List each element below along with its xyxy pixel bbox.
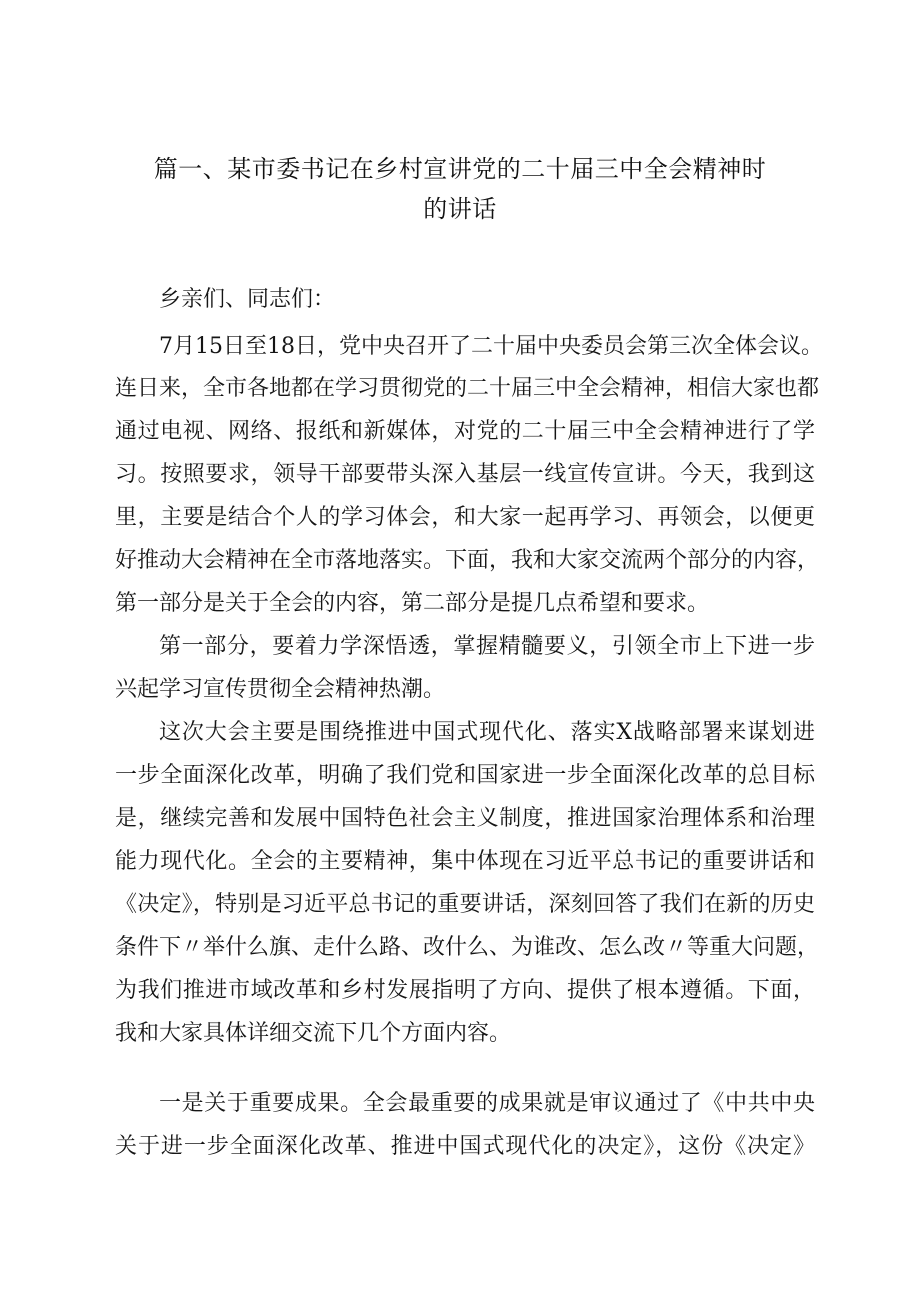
paragraph-3-line-6: 条件下〃举什么旗、走什么路、改什么、为谁改、怎么改〃等重大问题，: [115, 935, 820, 960]
paragraph-2-line-2: 兴起学习宣传贯彻全会精神热潮。: [115, 677, 446, 702]
paragraph-1-line-7: 第一部分是关于全会的内容，第二部分是提几点希望和要求。: [115, 591, 710, 616]
document-title-line-2: 的讲话: [423, 195, 497, 223]
paragraph-3-line-5: 《决定》，特别是习近平总书记的重要讲话，深刻回答了我们在新的历史: [115, 892, 815, 917]
salutation: 乡亲们、同志们：: [159, 287, 336, 312]
paragraph-3-line-8: 我和大家具体详细交流下几个方面内容。: [115, 1021, 512, 1046]
paragraph-1-line-6: 好推动大会精神在全市落地落实。下面，我和大家交流两个部分的内容，: [115, 548, 820, 573]
paragraph-3-line-7: 为我们推进市域改革和乡村发展指明了方向、提供了根本遵循。下面，: [115, 978, 815, 1003]
paragraph-4-line-2: 关于进一步全面深化改革、推进中国式现代化的决定》，这份《决定》: [115, 1134, 815, 1159]
paragraph-3-line-2: 一步全面深化改革，明确了我们党和国家进一步全面深化改革的总目标: [115, 763, 815, 788]
paragraph-1-line-4: 习。按照要求，领导干部要带头深入基层一线宣传宣讲。今天，我到这: [115, 462, 815, 487]
paragraph-3-line-3: 是，继续完善和发展中国特色社会主义制度，推进国家治理体系和治理: [115, 806, 815, 831]
paragraph-1-line-2: 连日来，全市各地都在学习贯彻党的二十届三中全会精神，相信大家也都: [115, 376, 820, 401]
paragraph-4-line-1: 一是关于重要成果。全会最重要的成果就是审议通过了《中共中央: [159, 1091, 815, 1116]
paragraph-3-line-4: 能力现代化。全会的主要精神，集中体现在习近平总书记的重要讲话和: [115, 849, 815, 874]
document-title-line-1: 篇一、某市委书记在乡村宣讲党的二十届三中全会精神时: [153, 155, 767, 183]
document-body: [115, 0, 823, 1301]
paragraph-3-line-1: 这次大会主要是围绕推进中国式现代化、落实X战略部署来谋划进: [159, 720, 815, 745]
paragraph-2-line-1: 第一部分，要着力学深悟透，掌握精髓要义，引领全市上下进一步: [159, 634, 815, 659]
paragraph-1-line-1: 7月15日至18日，党中央召开了二十届中央委员会第三次全体会议。: [159, 334, 823, 359]
paragraph-1-line-3: 通过电视、网络、报纸和新媒体，对党的二十届三中全会精神进行了学: [115, 419, 815, 444]
paragraph-1-line-5: 里，主要是结合个人的学习体会，和大家一起再学习、再领会，以便更: [115, 505, 815, 530]
